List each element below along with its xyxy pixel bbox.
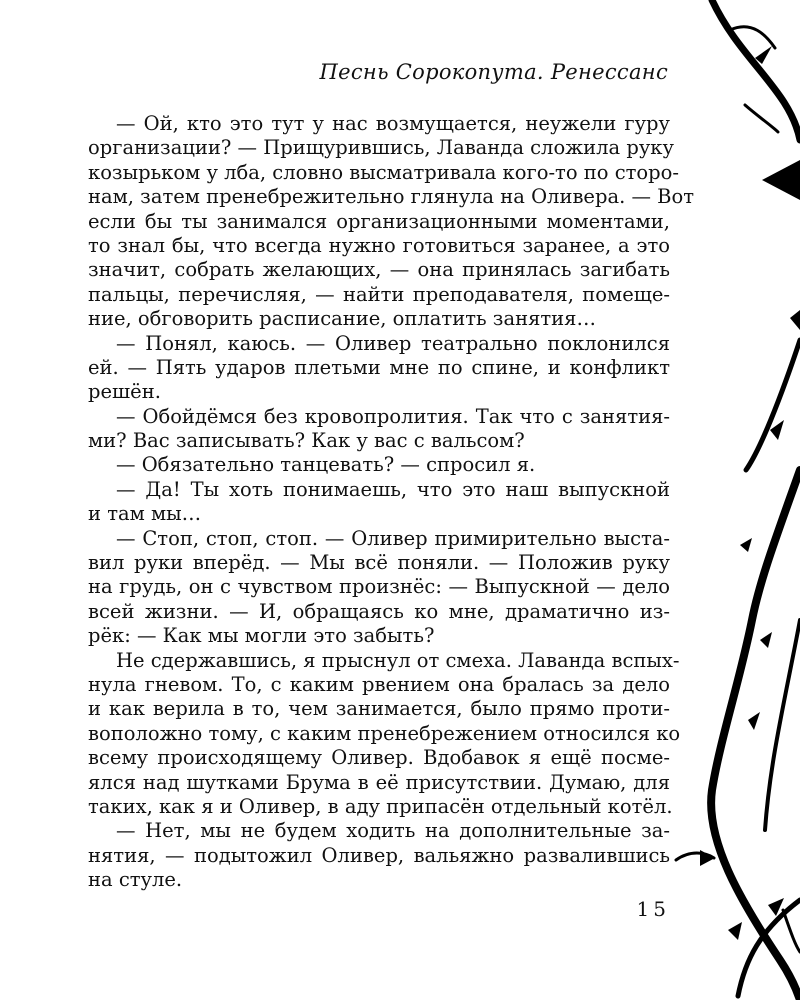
- text-line: нула гневом. То, с каким рвением она бралась за дело: [88, 672, 670, 696]
- text-line: то знал бы, что всегда нужно готовиться заранее, а это: [88, 233, 670, 257]
- text-line: рёк: — Как мы могли это забыть?: [88, 624, 435, 648]
- text-line: — Ой, кто это тут у нас возмущается, неужели гуру: [116, 112, 670, 135]
- text-line: ялся над шутками Брума в её присутствии. Думаю, для: [88, 770, 670, 794]
- text-line: — Обязательно танцевать? — спросил я.: [116, 453, 536, 477]
- text-line: ми? Вас записывать? Как у вас с вальсом?: [88, 429, 525, 453]
- text-line: таких, как я и Оливер, в аду припасён отдельный котёл.: [88, 794, 673, 818]
- text-line: и там мы…: [88, 502, 202, 526]
- text-line: на грудь, он с чувством произнёс: — Выпускной — дело: [88, 575, 670, 599]
- text-line: и как верила в то, чем занимается, было прямо проти-: [88, 697, 670, 721]
- text-line: ей. — Пять ударов плетьми мне по спине, и конфликт: [88, 355, 670, 379]
- text-line: на стуле.: [88, 868, 183, 892]
- text-line: козырьком у лба, словно высматривала кого-то по сторо-: [88, 160, 679, 184]
- text-line: решён.: [88, 380, 161, 404]
- text-line: ние, обговорить расписание, оплатить занятия…: [88, 307, 596, 331]
- text-line: — Стоп, стоп, стоп. — Оливер примирительно выста-: [116, 526, 670, 550]
- text-line: пальцы, перечисляя, — найти преподавателя, помеще-: [88, 282, 670, 306]
- page-number: 15: [636, 897, 670, 921]
- text-line: Не сдержавшись, я прыснул от смеха. Лаванда вспых-: [116, 648, 680, 672]
- running-header: Песнь Сорокопута. Ренессанс: [319, 60, 668, 84]
- text-line: — Обойдёмся без кровопролития. Так что с занятия-: [116, 404, 670, 428]
- text-line: всей жизни. — И, обращаясь ко мне, драматично из-: [88, 599, 670, 623]
- text-line: нам, затем пренебрежительно глянула на Оливера. — Вот: [88, 185, 695, 209]
- text-line: — Нет, мы не будем ходить на дополнительные за-: [116, 819, 670, 843]
- text-line: значит, собрать желающих, — она принялась загибать: [88, 258, 670, 282]
- text-line: всему происходящему Оливер. Вдобавок я ещё посме-: [88, 746, 670, 770]
- text-line: воположно тому, с каким пренебрежением относился ко: [88, 721, 681, 745]
- text-line: — Понял, каюсь. — Оливер театрально поклонился: [116, 331, 670, 355]
- text-line: вил руки вперёд. — Мы всё поняли. — Положив руку: [88, 551, 670, 575]
- text-line: нятия, — подытожил Оливер, вальяжно развалившись: [88, 843, 670, 867]
- text-line: — Да! Ты хоть понимаешь, что это наш выпускной: [116, 477, 670, 501]
- text-line: организации? — Прищурившись, Лаванда сложила руку: [88, 136, 674, 160]
- text-line: если бы ты занимался организационными моментами,: [88, 209, 670, 233]
